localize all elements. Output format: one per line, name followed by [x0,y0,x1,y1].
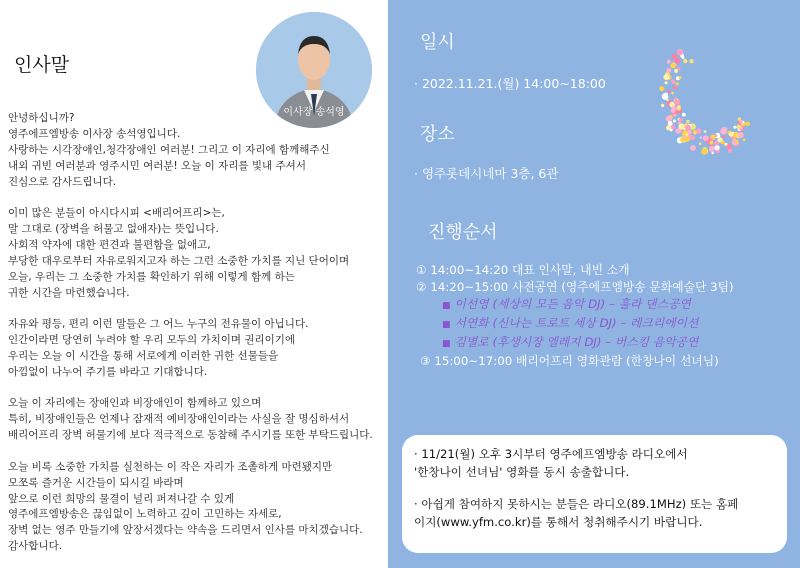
letter-line: 특히, 비장애인들은 언제나 잠재적 예비장애인이라는 사실을 잘 명심하셔서 [8,413,350,426]
performance-item [416,315,734,334]
flower-dot [699,143,702,146]
greeting-letter [8,111,386,568]
letter-paragraph [8,460,386,555]
flower-dot [690,135,695,140]
flower-dot [690,145,696,151]
flower-dot [674,58,680,64]
flower-dot [685,125,691,131]
flower-dot [674,69,678,73]
program-step: ② 14:20~15:00 사전공연 (영주에프엠방송 문화예술단 3팀) [416,280,734,294]
flower-dot [682,113,686,117]
flower-dot [679,76,682,79]
letter-line: 장벽 없는 영주 만들기에 앞장서겠다는 약속을 드리면서 인사를 마치겠습니다. [8,524,363,537]
letter-line: 아낌없이 나누어 주기를 바라고 기대합니다. [8,365,208,378]
letter-line: 감사합니다. [8,540,63,553]
flower-dot [674,100,679,105]
flower-dot [671,92,674,95]
performance-item [416,296,734,315]
flower-dot [678,123,684,129]
flower-dot [689,59,693,63]
flower-dot [673,114,676,117]
letter-line: 우리는 오늘 이 시간을 통해 서로에게 이러한 귀한 선물들을 [8,349,279,362]
notice-line: '한창나이 선녀님' 영화를 동시 송출합니다. [414,465,630,479]
flower-dot [673,119,676,122]
letter-line: 진심으로 감사드립니다. [8,175,117,188]
flower-dot [743,138,746,141]
performance-text: 김별로 (후생시장 엘레지 DJ) – 버스킹 음악공연 [454,335,699,349]
greeting-panel [0,0,388,568]
flower-dot [683,59,687,63]
flower-dot [676,82,679,85]
flower-dot [711,152,713,154]
flower-dot [677,49,683,55]
letter-line: 영주에프엠방송은 끊임없이 노력하고 깊이 고민하는 자세로, [8,508,282,521]
flower-dot [738,117,741,120]
flower-dot [721,141,725,145]
letter-line: 사회적 약자에 대한 편견과 불편함을 없애고, [8,238,211,251]
square-bullet-icon: ■ [442,301,451,311]
flower-dot [667,60,671,64]
flower-dot [686,134,688,136]
flower-dot [697,130,701,134]
place-heading: 장소 [420,124,455,145]
letter-line: 귀한 시간을 마련했습니다. [8,286,130,299]
flower-dot [666,98,669,101]
flower-dot [659,86,664,91]
letter-line: 이미 많은 분들이 아시다시피 <배리어프리>는, [8,207,225,220]
flower-dot [732,140,737,145]
notice-line: · 11/21(월) 오후 3시부터 영주에프엠방송 라디오에서 [414,447,688,461]
flower-dot [673,86,677,90]
place-text: · 영주롯데시네마 3층, 6관 [414,166,559,181]
letter-line: 오늘, 우리는 그 소중한 가치를 확인하기 위해 이렇게 함께 하는 [8,270,295,283]
flower-dot [704,130,707,133]
flower-dot [686,120,690,124]
flower-dot [666,116,673,123]
letter-paragraph [8,111,386,191]
flower-dot [666,68,671,73]
flower-dot [715,145,720,150]
flower-dot [709,146,715,152]
program-step: ① 14:00~14:20 대표 인사말, 내빈 소개 [416,263,630,277]
flower-dot [709,141,713,145]
flower-dot [663,74,669,80]
letter-line: 인간이라면 당연히 누려야 할 우리 모두의 가치이며 권리이기에 [8,334,296,347]
notice-paragraph [414,445,775,481]
program-heading: 진행순서 [428,222,498,243]
event-info-panel [388,0,800,568]
flower-dot [670,63,675,68]
flower-dot [671,80,675,84]
program-step: ③ 15:00~17:00 배리어프리 영화관람 (한창나이 선녀님) [420,354,719,368]
flower-dot [684,136,690,142]
flower-dot [667,90,670,93]
flower-dot [674,107,677,110]
letter-line: 사랑하는 시각장애인,청각장애인 여러분! 그리고 이 자리에 함께해주신 [8,143,330,156]
date-text: · 2022.11.21.(월) 14:00~18:00 [414,76,606,91]
flower-dot [703,135,709,141]
letter-line: 오늘 이 자리에는 장애인과 비장애인이 함께하고 있으며 [8,397,262,410]
flower-dot [699,136,702,139]
flower-dot [729,132,734,137]
greeting-title: 인사말 [14,54,70,76]
flower-dot [661,104,664,107]
letter-line: 부당한 대우로부터 자유로워지고자 하는 그런 소중한 가치를 지닌 단어이며 [8,254,350,267]
square-bullet-icon: ■ [442,339,451,349]
letter-line: 말 그대로 (장벽을 허물고 없애자)는 뜻입니다. [8,223,219,236]
date-heading: 일시 [420,32,455,53]
flower-dot [665,81,668,84]
flower-dot [727,144,732,149]
flower-dot [733,126,736,129]
flower-dot [668,121,673,126]
photo-caption: 이사장 송석영 [283,107,345,118]
square-bullet-icon: ■ [442,320,451,330]
flower-dot [670,129,673,132]
letter-line: 영주에프엠방송 이사장 송석영입니다. [8,127,181,140]
notice-line: 이지(www.yfm.co.kr)를 통해서 청취해주시기 바랍니다. [414,515,703,529]
flower-dot [738,132,744,138]
flower-dot [722,136,725,139]
flower-dot [694,132,696,134]
letter-paragraph [8,206,386,301]
performance-item [416,334,734,353]
flower-dot [671,109,675,113]
flower-dot [714,141,719,146]
notice-box [402,435,787,553]
letter-line: 모쪼록 즐거운 시간들이 되시길 바라며 [8,476,184,489]
performance-text: 이선영 (세상의 모든 음악 DJ) – 훌라 댄스공연 [454,297,691,311]
letter-paragraph [8,396,386,444]
letter-line: 자유와 평등, 편리 이런 말들은 그 어느 누구의 전유물이 아닙니다. [8,318,309,331]
flower-dot [701,148,708,155]
notice-line: · 아쉽게 참여하지 못하시는 분들은 라디오(89.1MHz) 또는 홈페 [414,497,739,511]
letter-line: 오늘 비록 소중한 가치를 실천하는 이 작은 자리가 조촐하게 마련됐지만 [8,460,333,473]
letter-line: 안녕하십니까? [8,112,75,124]
flower-dot [737,125,742,130]
letter-line: 앞으로 이런 희망의 물결이 널리 퍼져나갈 수 있게 [8,492,235,505]
flower-dot [677,107,681,111]
letter-line: 내외 귀빈 여러분과 영주시민 여러분! 오늘 이 자리를 빛내 주셔서 [8,159,306,172]
notice-paragraph [414,495,775,531]
program-list [416,262,734,370]
flower-moon-icon [643,32,763,162]
flower-dot [746,122,750,126]
flower-dot [721,127,727,133]
flower-dot [714,134,717,137]
flower-dot [674,97,677,100]
letter-line: 배리어프리 장벽 허물기에 보다 적극적으로 동참해 주시기를 또한 부탁드립니다. [8,429,373,442]
performance-text: 서연화 (신나는 트로트 세상 DJ) – 레크리에이션 [454,316,699,330]
letter-paragraph [8,317,386,381]
flower-dot [679,118,683,122]
